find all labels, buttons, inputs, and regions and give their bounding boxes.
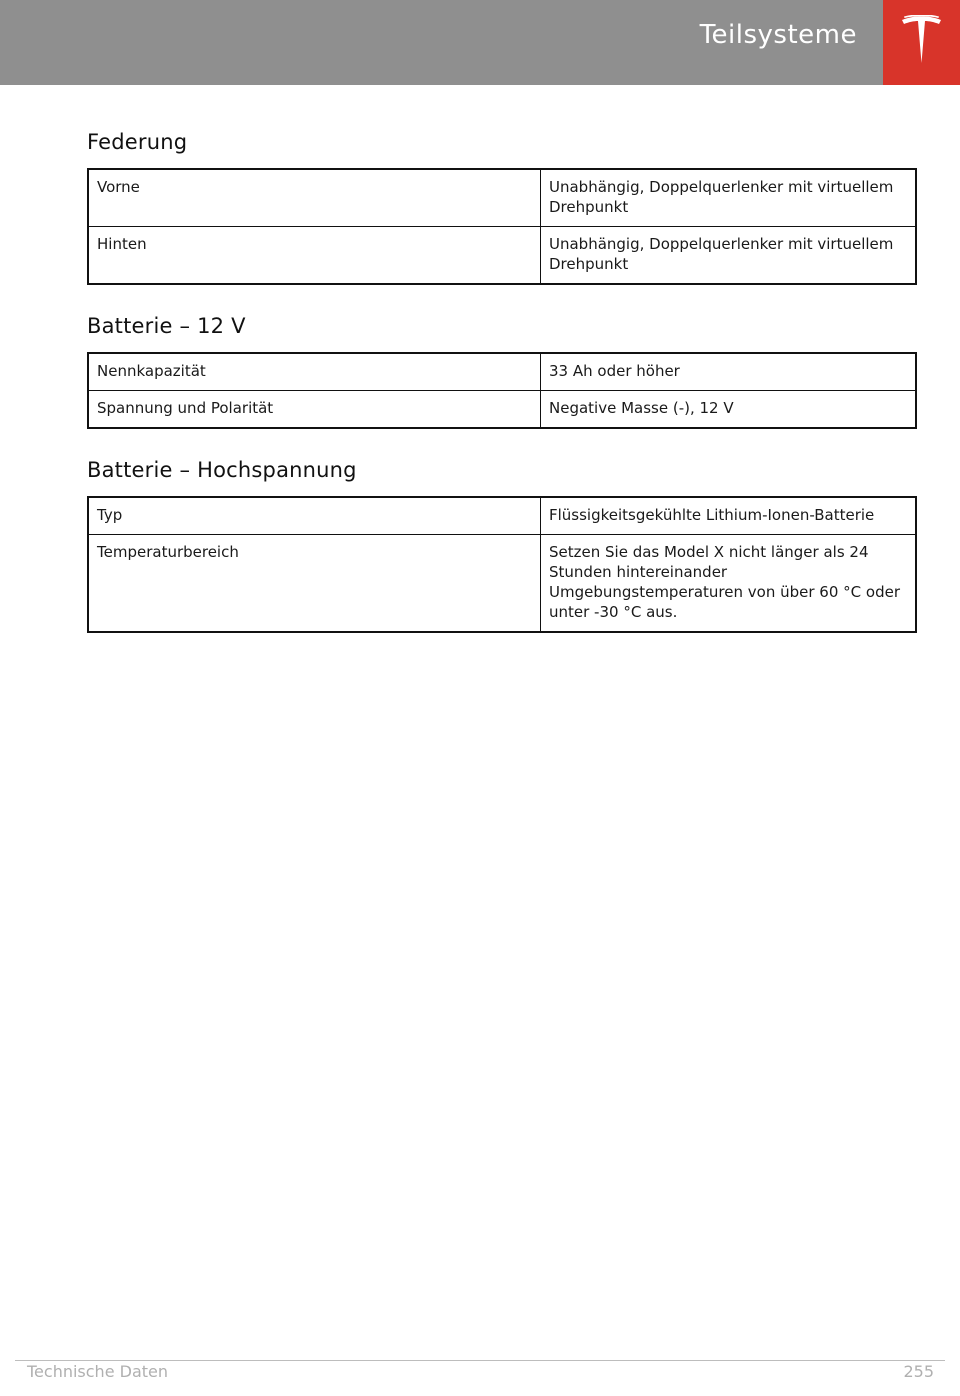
table-row xyxy=(88,497,916,535)
table-row xyxy=(88,391,916,429)
footer-section-name: Technische Daten xyxy=(27,1362,169,1381)
table-row xyxy=(88,169,916,227)
table-row xyxy=(88,353,916,391)
federung-table xyxy=(87,168,917,285)
header-bar xyxy=(0,0,883,85)
logo-box xyxy=(883,0,960,85)
table-cell-value: Flüssigkeitsgekühlte Lithium-Ionen-Batterie xyxy=(541,497,917,535)
batterie-12v-table xyxy=(87,352,917,429)
section-title-batterie-12v: Batterie – 12 V xyxy=(87,314,246,338)
batterie-hochspannung-table xyxy=(87,496,917,633)
table-cell-value: Unabhängig, Doppelquerlenker mit virtuellem Drehpunkt xyxy=(541,227,917,285)
page-title: Teilsysteme xyxy=(699,20,857,50)
table-cell-value: Unabhängig, Doppelquerlenker mit virtuellem Drehpunkt xyxy=(541,169,917,227)
table-cell-key: Nennkapazität xyxy=(88,353,541,391)
tesla-logo-icon xyxy=(900,15,943,67)
table-row xyxy=(88,227,916,285)
footer-divider xyxy=(15,1360,945,1361)
section-title-batterie-hochspannung: Batterie – Hochspannung xyxy=(87,458,357,482)
section-title-federung: Federung xyxy=(87,130,188,154)
table-cell-key: Typ xyxy=(88,497,541,535)
table-cell-value: 33 Ah oder höher xyxy=(541,353,917,391)
footer-page-number: 255 xyxy=(903,1362,934,1381)
table-cell-value: Negative Masse (-), 12 V xyxy=(541,391,917,429)
table-cell-key: Vorne xyxy=(88,169,541,227)
main-content xyxy=(87,128,917,633)
table-cell-value: Setzen Sie das Model X nicht länger als 24 Stunden hintereinander Umgebungstemperaturen von über 60 °C oder unter -30 °C aus. xyxy=(541,535,917,633)
table-cell-key: Hinten xyxy=(88,227,541,285)
table-row xyxy=(88,535,916,633)
table-cell-key: Spannung und Polarität xyxy=(88,391,541,429)
table-cell-key: Temperaturbereich xyxy=(88,535,541,633)
